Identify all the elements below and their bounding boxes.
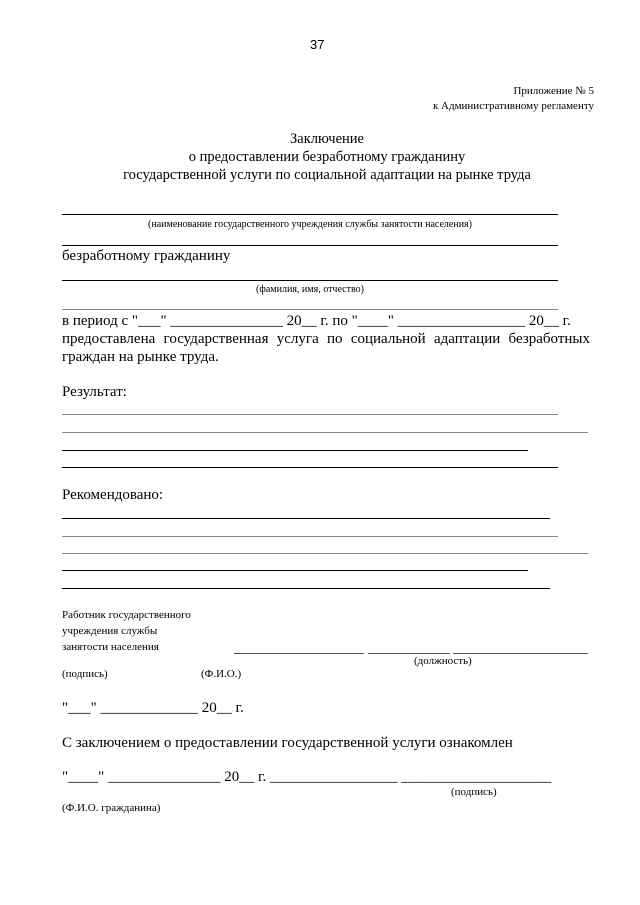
- date-line-2: "____" _______________ 20__ г. _________________ ____________________: [62, 769, 552, 785]
- result-line-2: [62, 432, 588, 433]
- title-line-1: Заключение: [290, 131, 364, 147]
- period-line: в период с "___" _______________ 20__ г. по "____" _________________ 20__ г.: [62, 313, 571, 329]
- appendix-line-2: к Административному регламенту: [432, 100, 594, 112]
- worker-line-3: занятости населения: [62, 641, 159, 653]
- institution-line-2: [62, 245, 558, 246]
- result-label: Результат:: [62, 384, 127, 400]
- appendix-line-1: Приложение № 5: [513, 85, 594, 97]
- position-blank: [453, 653, 588, 654]
- result-line-4: [62, 467, 558, 468]
- fio-line: [62, 280, 558, 281]
- recommended-line-2: [62, 536, 558, 537]
- worker-line-1: Работник государственного: [62, 609, 191, 621]
- institution-caption: (наименование государственного учреждения службы занятости населения): [148, 219, 472, 230]
- page-number: 37: [310, 37, 325, 52]
- fio-short-caption: (Ф.И.О.): [201, 668, 242, 680]
- institution-line: [62, 214, 558, 215]
- recommended-line-5: [62, 588, 550, 589]
- fio-blank: [368, 653, 450, 654]
- provided-line-1: предоставлена государственная услуга по социальной адаптации безработных: [62, 331, 590, 347]
- citizen-fio-caption: (Ф.И.О. гражданина): [62, 802, 161, 814]
- signature-caption: (подпись): [62, 668, 108, 680]
- signature-blank: [234, 653, 364, 654]
- result-line-3: [62, 450, 528, 451]
- recommended-line-1: [62, 518, 550, 519]
- result-line-1: [62, 414, 558, 415]
- title-line-2: о предоставлении безработному гражданину: [188, 149, 466, 165]
- to-citizen-label: безработному гражданину: [62, 248, 231, 264]
- recommended-line-3: [62, 553, 588, 554]
- acquainted-text: С заключением о предоставлении государственной услуги ознакомлен: [62, 735, 513, 751]
- recommended-line-4: [62, 570, 528, 571]
- position-caption: (должность): [414, 655, 472, 667]
- date-line-1: "___" _____________ 20__ г.: [62, 700, 244, 716]
- worker-line-2: учреждения службы: [62, 625, 158, 637]
- citizen-signature-caption: (подпись): [451, 786, 497, 798]
- recommended-label: Рекомендовано:: [62, 487, 164, 503]
- title-line-3: государственной услуги по социальной адаптации на рынке труда: [123, 167, 531, 183]
- provided-line-2: граждан на рынке труда.: [62, 349, 219, 365]
- fio-caption: (фамилия, имя, отчество): [256, 284, 364, 295]
- fio-line-2: [62, 309, 558, 310]
